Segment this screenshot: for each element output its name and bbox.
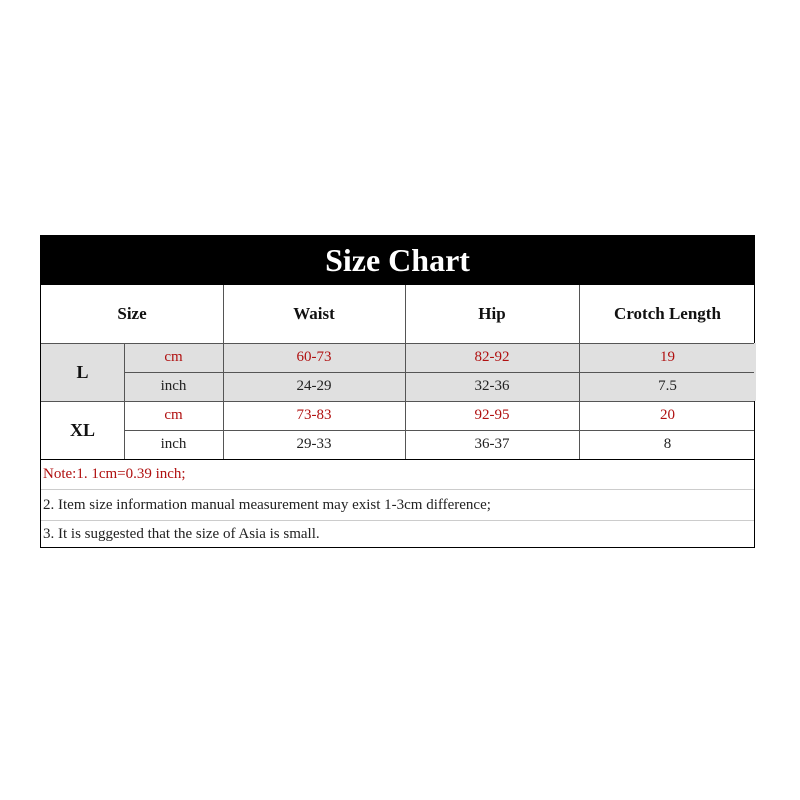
cell-xl-cm-hip: 92-95	[474, 407, 510, 423]
chart-title: Size Chart	[41, 236, 754, 285]
cell-xl-cm-waist: 73-83	[296, 407, 332, 423]
unit-label: inch	[160, 378, 187, 394]
size-label-xl: XL	[69, 419, 95, 440]
grid-line	[124, 343, 125, 459]
size-chart	[40, 235, 755, 548]
note-3: 3. It is suggested that the size of Asia is small.	[43, 526, 320, 542]
grid-line	[41, 401, 754, 402]
cell-xl-inch-crotch: 8	[663, 436, 672, 452]
grid-line	[405, 285, 406, 459]
grid-line	[579, 285, 580, 459]
grid-line	[124, 430, 754, 431]
grid-line	[223, 285, 224, 459]
cell-xl-inch-waist: 29-33	[296, 436, 332, 452]
cell-l-cm-waist: 60-73	[296, 349, 332, 365]
unit-label: cm	[164, 407, 183, 423]
header-size: Size	[117, 304, 147, 323]
cell-xl-inch-hip: 36-37	[474, 436, 510, 452]
cell-l-cm-hip: 82-92	[474, 349, 510, 365]
note-1: Note:1. 1cm=0.39 inch;	[43, 465, 186, 482]
unit-label: cm	[164, 349, 183, 365]
grid-line	[124, 372, 754, 373]
cell-l-inch-waist: 24-29	[296, 378, 332, 394]
grid-line	[41, 343, 754, 344]
header-waist: Waist	[293, 304, 335, 323]
cell-l-inch-crotch: 7.5	[658, 378, 677, 394]
cell-l-cm-crotch: 19	[660, 349, 675, 365]
header-hip: Hip	[478, 304, 506, 323]
header-crotch-length: Crotch Length	[614, 304, 721, 323]
unit-label: inch	[160, 436, 187, 452]
note-2: 2. Item size information manual measurement may exist 1-3cm difference;	[43, 496, 491, 513]
cell-xl-cm-crotch: 20	[660, 407, 675, 423]
size-label-l: L	[41, 343, 124, 401]
cell-l-inch-hip: 32-36	[474, 378, 510, 394]
